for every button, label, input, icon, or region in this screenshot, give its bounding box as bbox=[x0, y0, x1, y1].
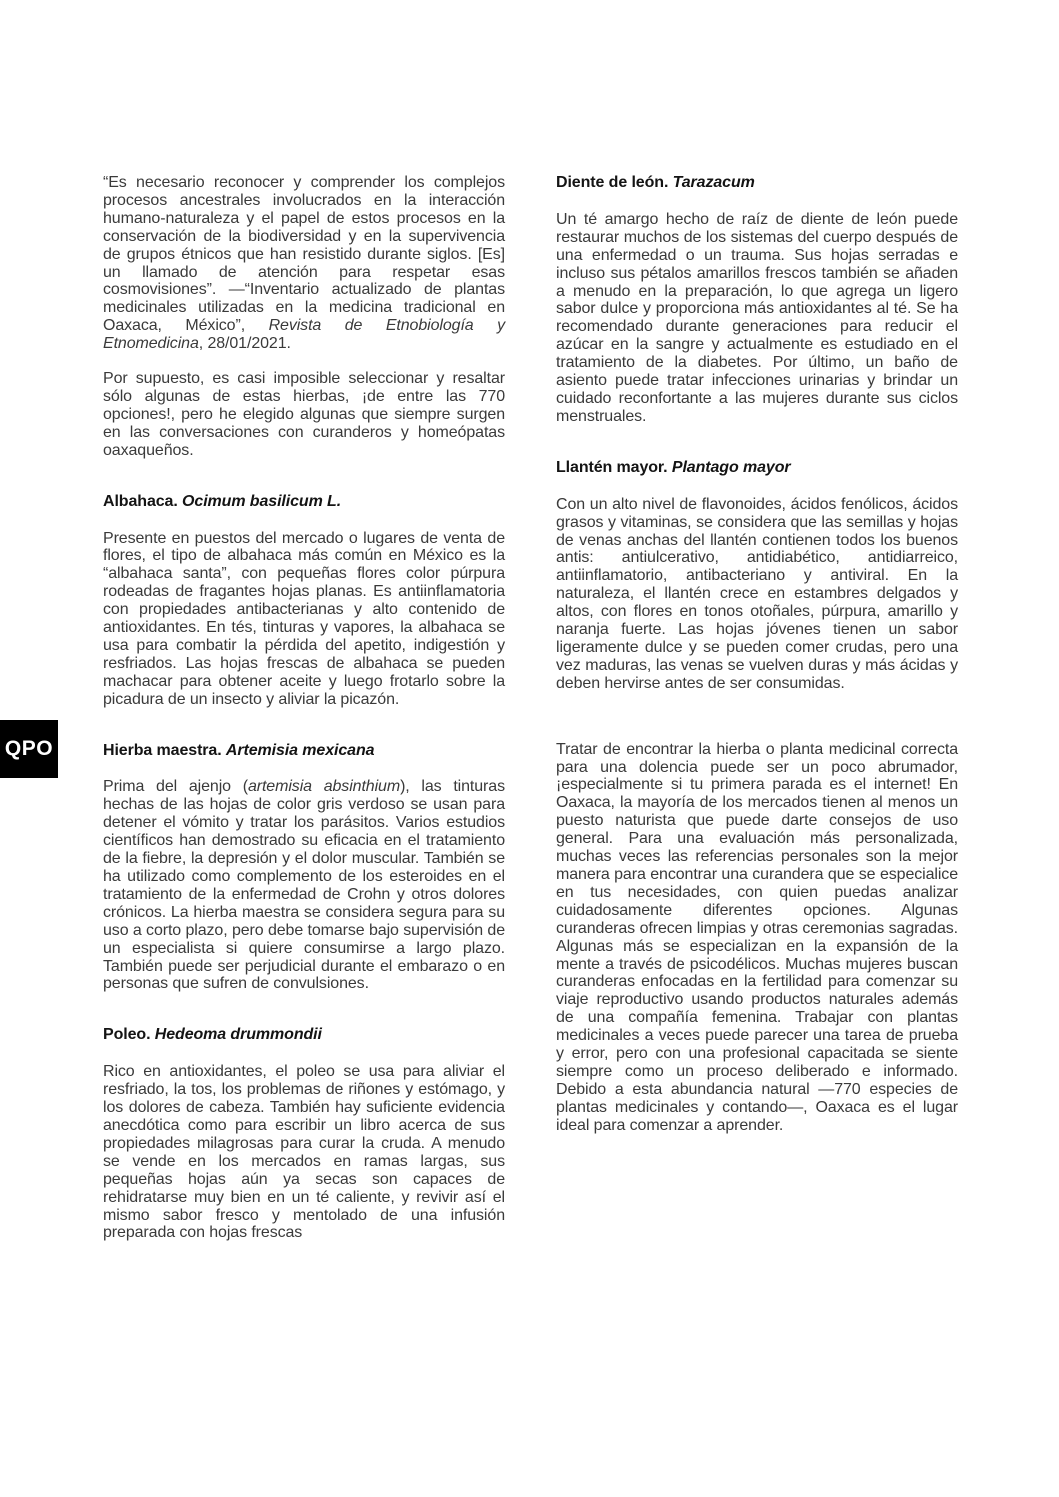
section-heading-llanten-mayor bbox=[556, 459, 958, 477]
section-body-diente-de-leon: Un té amargo hecho de raíz de diente de león puede restaurar muchos de los sistemas del cuerpo después de una enfermedad o un trauma. Sus hojas serradas e incluso sus pétalos amarillos frescos también se añaden a menudo en la preparación, lo que agrega un ligero sabor dulce y proporciona más antioxidantes al té. Se ha recomendado durante generaciones para reducir el azúcar en la sangre y actualmente es estudiado en el tratamiento de la diabetes. Por último, un baño de asiento puede tratar infecciones urinarias y brindar un cuidado reconfortante a las mujeres durante sus ciclos menstruales. bbox=[556, 210, 958, 425]
plant-common-name: Albahaca. bbox=[103, 492, 183, 510]
quote-citation-title: Revista de Etnobiología y Etnomedicina bbox=[103, 317, 505, 353]
right-column bbox=[556, 174, 958, 1152]
qpo-label: QPO bbox=[4, 737, 54, 760]
closing-paragraph: Tratar de encontrar la hierba o planta medicinal correcta para una dolencia puede ser un poco abrumador, ¡especialmente si tu primera parada es el internet! En Oaxaca, la mayoría de los mercados tienen al menos un puesto naturista que puede darte consejos de uso general. Para una evaluación más personalizada, muchas veces las referencias personales son la mejor manera para encontrar una curandera que se especialice en tus necesidades, con quien puedas analizar cuidadosamente diferentes opciones. Algunas curanderas ofrecen limpias y otras ceremonias sagradas. Algunas más se especializan en la expansión de la mente a través de psicodélicos. Muchas mujeres buscan curanderas enfocadas en la fertilidad para comenzar su viaje reproductivo usando productos naturales además de una compañía femenina. Trabajar con plantas medicinales a veces puede parecer una tarea de prueba y error, pero con una profesional capacitada se siente siempre como un proceso deliberado e informado. Debido a esta abundancia natural —770 especies de plantas medicinales y contando—, Oaxaca es el lugar ideal para comenzar a aprender. bbox=[556, 740, 958, 1134]
section-heading-diente-de-leon bbox=[556, 174, 958, 192]
plant-common-name: Poleo. bbox=[103, 1026, 155, 1044]
section-heading-poleo bbox=[103, 1026, 505, 1044]
section-body-hierba-maestra bbox=[103, 778, 505, 993]
section-body-albahaca: Presente en puestos del mercado o lugares de venta de flores, el tipo de albahaca más común en México es la “albahaca santa”, con pequeñas flores color púrpura rodeadas de fragantes hojas planas. Es antiinflamatoria con propiedades antibacterianas y alto contenido de antioxidantes. En tés, tinturas y vapores, la albahaca se usa para combatir la pérdida del apetito, indigestión y resfriados. Las hojas frescas de albahaca se pueden machacar para obtener aceite y luego frotarlo sobre la picadura de un insecto y aliviar la picazón. bbox=[103, 529, 505, 708]
qpo-page-marker bbox=[0, 720, 58, 778]
section-heading-hierba-maestra bbox=[103, 742, 505, 760]
plant-species-name: Ocimum basilicum L. bbox=[182, 492, 342, 510]
quote-text: “Es necesario reconocer y comprender los complejos procesos ancestrales involucrados en la interacción humano-naturaleza y el papel de estos procesos en la conservación de la biodiversidad y en la supervivencia de grupos étnicos que han resistido durante siglos. [Es] un llamado de atención para respetar esas cosmovisiones”. —“Inventario actualizado de plantas medicinales utilizadas en la medicina tradicional en Oaxaca, México”, bbox=[103, 174, 505, 335]
plant-species-name: Plantago mayor bbox=[671, 458, 791, 476]
species-inline-italic: artemisia absinthium bbox=[247, 778, 401, 796]
quote-paragraph bbox=[103, 174, 505, 353]
quote-citation-date: , 28/01/2021. bbox=[198, 335, 291, 353]
intro-paragraph: Por supuesto, es casi imposible seleccionar y resaltar sólo algunas de estas hierbas, ¡de entre las 770 opciones!, pero he elegido algunas que siempre surgen en las conversaciones con curanderos y homeópatas oaxaqueños. bbox=[103, 370, 505, 459]
section-body-poleo: Rico en antioxidantes, el poleo se usa para aliviar el resfriado, la tos, los problemas de riñones y estómago, y los dolores de cabeza. También hay suficiente evidencia anecdótica como para escribir un libro acerca de sus propiedades milagrosas para curar la cruda. A menudo se vende en los mercados en ramas largas, sus pequeñas hojas aún ya secas son capaces de rehidratarse muy bien en un té caliente, y revivir así el mismo sabor fresco y mentolado de una infusión preparada con hojas frescas bbox=[103, 1063, 505, 1242]
section-body-llanten-mayor: Con un alto nivel de flavonoides, ácidos fenólicos, ácidos grasos y vitaminas, se considera que las semillas y hojas de venas anchas del llantén contienen todos los buenos antis: antiulcerativo, antidiabético, antidiarreico, antiinflamatorio, antibacteriano y antiviral. En la naturaleza, el llantén crece en estambres delgados y altos, con flores en tonos otoñales, púrpura, amarillo y naranja fuerte. Las hojas jóvenes tienen un sabor ligeramente dulce y se pueden comer crudas, pero una vez maduras, las venas se vuelven duras y más ácidas y deben hervirse antes de ser consumidas. bbox=[556, 495, 958, 692]
plant-common-name: Diente de león. bbox=[556, 174, 673, 191]
plant-species-name: Tarazacum bbox=[672, 174, 755, 191]
body-text: ), las tinturas hechas de las hojas de color gris verdoso se usan para detener el vómito y tratar los parásitos. Varios estudios científicos han demostrado su eficacia en el tratamiento de la fiebre, la depresión y el dolor muscular. También se ha utilizado como complemento de los esteroides en el tratamiento de la enfermedad de Crohn y otros dolores crónicos. La hierba maestra se considera segura para su uso a corto plazo, pero debe tomarse bajo supervisión de un especialista si quiere consumirse a largo plazo. También puede ser perjudicial durante el embarazo o en personas que sufren de convulsiones. bbox=[103, 778, 505, 993]
section-heading-albahaca bbox=[103, 493, 505, 511]
plant-species-name: Artemisia mexicana bbox=[225, 741, 375, 759]
plant-common-name: Llantén mayor. bbox=[556, 458, 672, 476]
left-column bbox=[103, 174, 505, 1259]
plant-common-name: Hierba maestra. bbox=[103, 741, 226, 759]
body-text: Prima del ajenjo ( bbox=[103, 778, 248, 796]
plant-species-name: Hedeoma drummondii bbox=[154, 1026, 322, 1044]
